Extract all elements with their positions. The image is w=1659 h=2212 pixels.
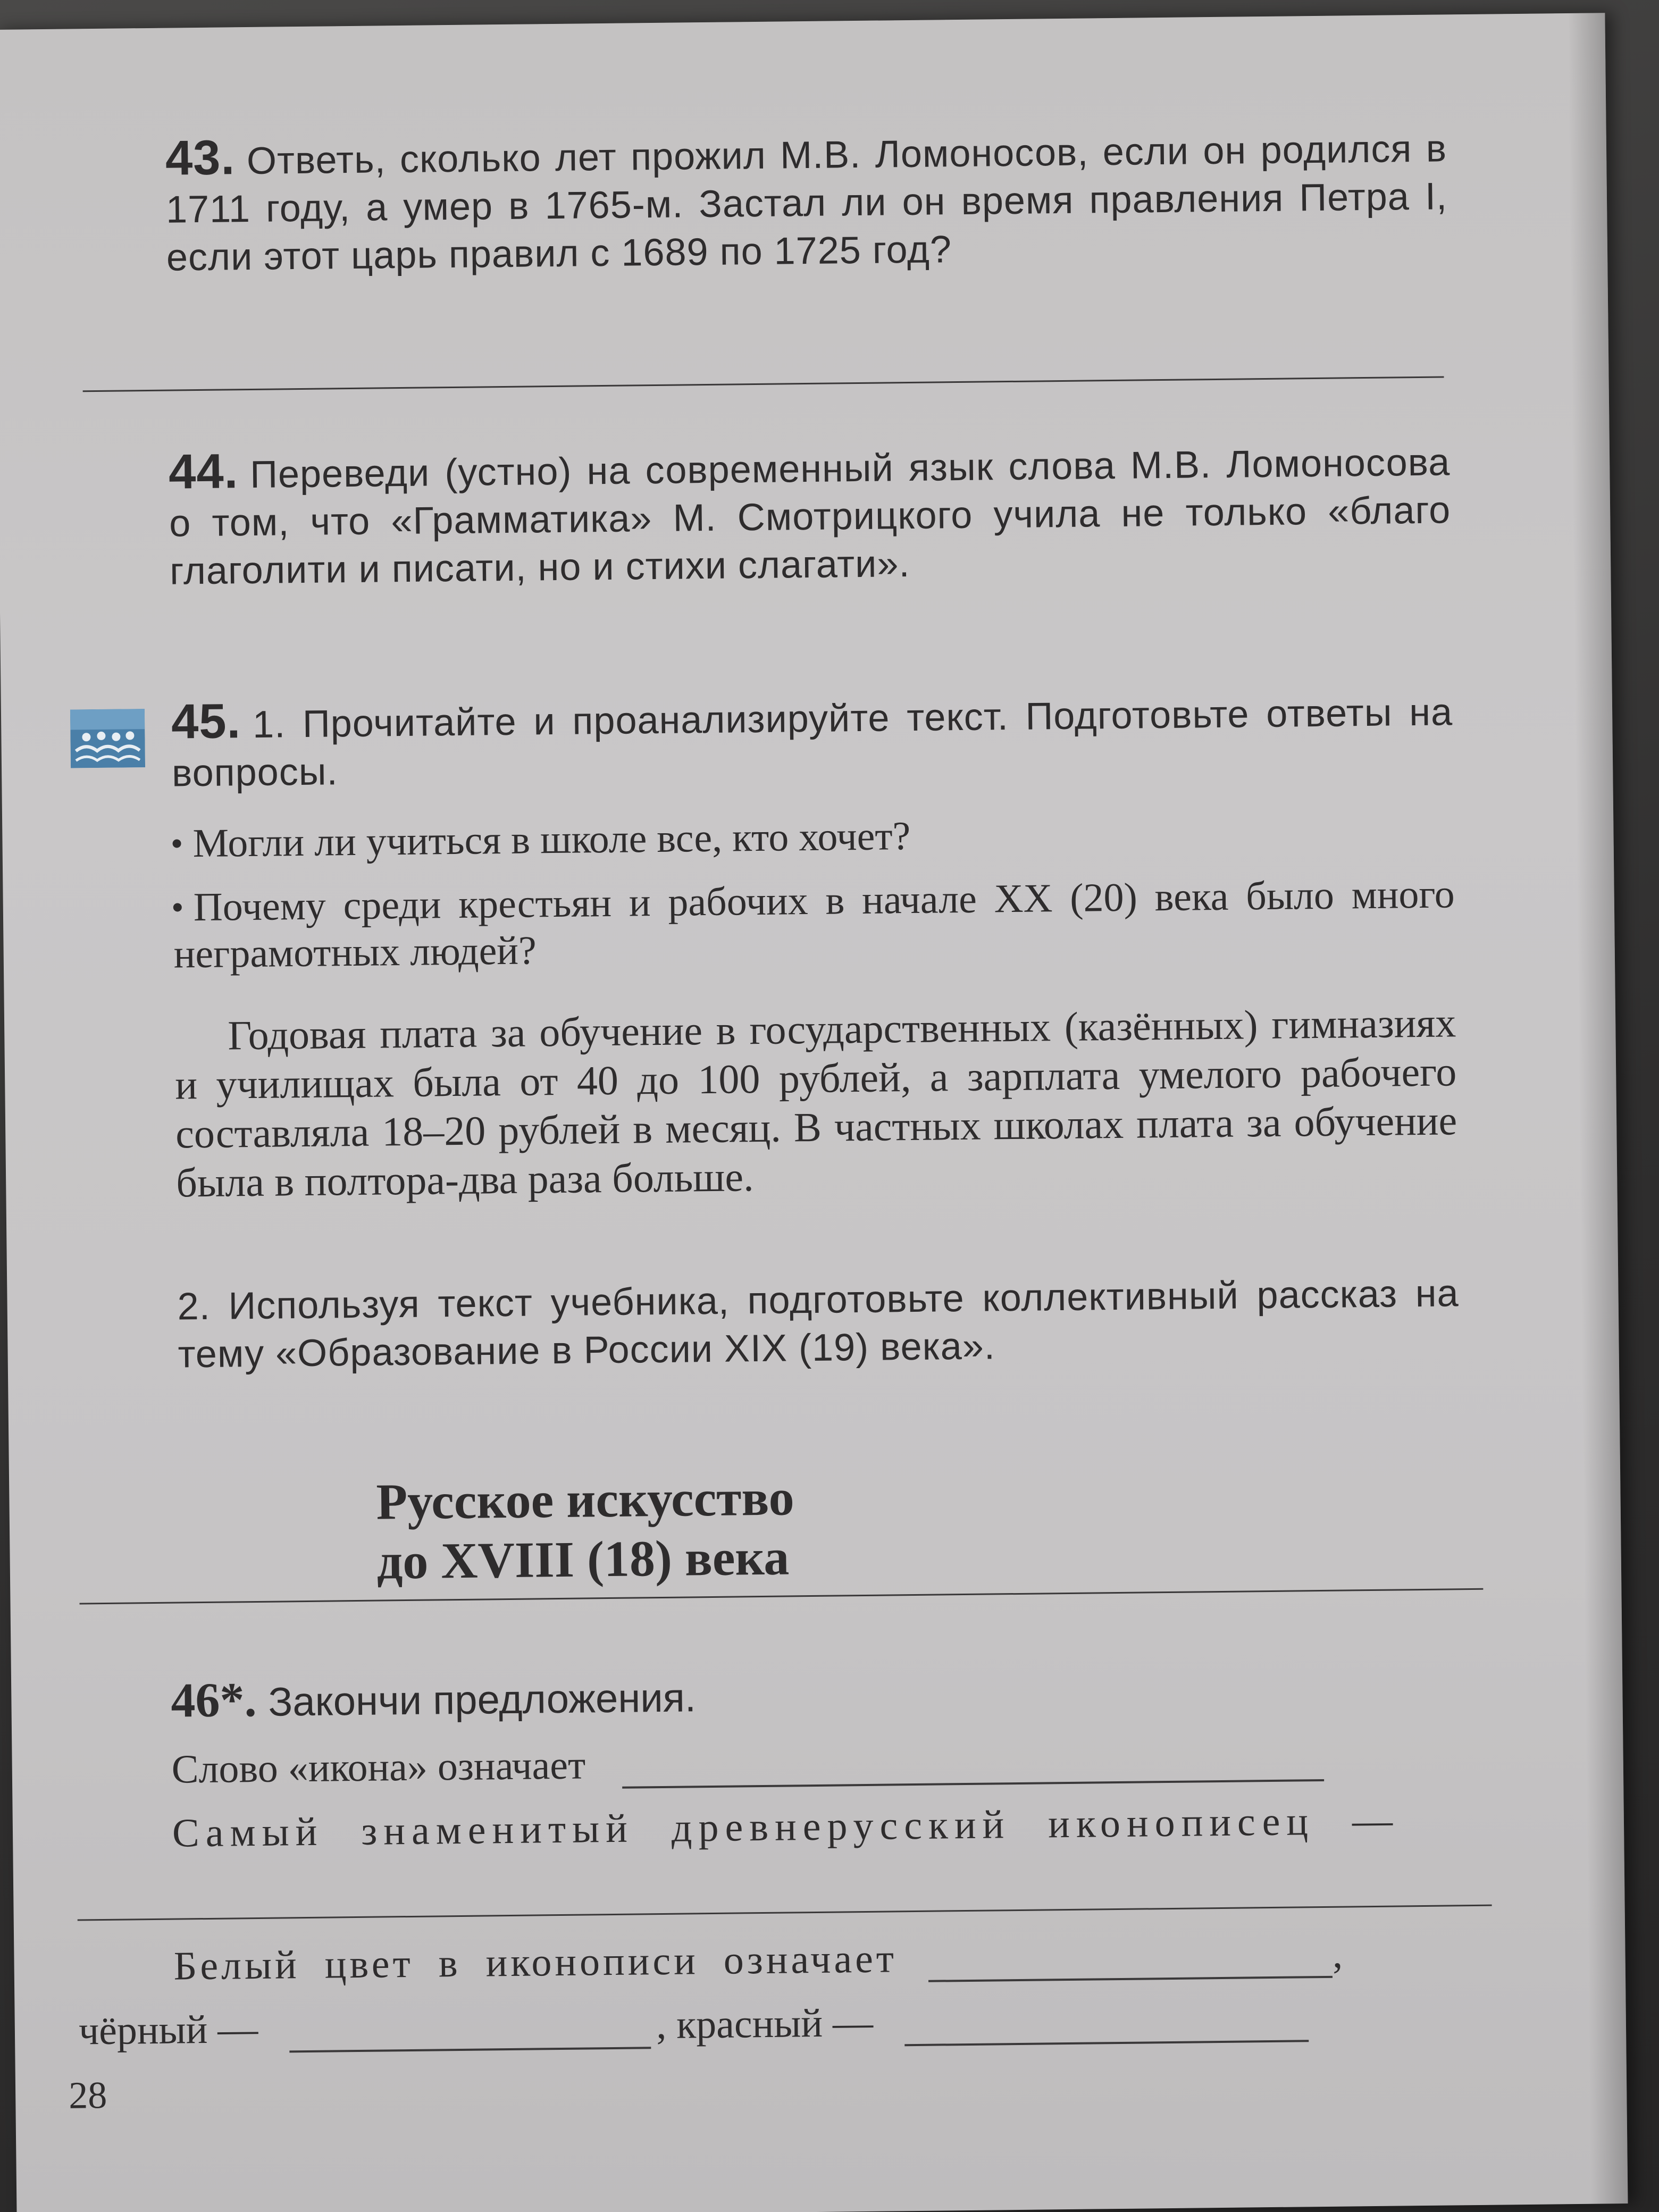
- sentence-3-comma: ,: [1332, 1931, 1343, 1976]
- task-46-header: [171, 1671, 696, 1727]
- task-45-part2: [177, 1269, 1460, 1378]
- task-46-instruction: Закончи предложения.: [268, 1675, 697, 1725]
- bullet-icon: [173, 903, 182, 911]
- section-title-line2: до XVIII (18) века: [376, 1528, 790, 1590]
- sentence-4-black: чёрный —: [78, 2006, 258, 2054]
- page-gutter-shadow: [1568, 13, 1628, 2204]
- bullet-icon: [172, 839, 181, 848]
- task-44: [169, 434, 1452, 595]
- sentence-3: [173, 1930, 1343, 1990]
- sentence-2: [172, 1796, 1481, 1857]
- question-1-text: Могли ли учиться в школе все, кто хочет?: [192, 814, 911, 866]
- section-title: [376, 1468, 795, 1591]
- textbook-page: [0, 13, 1628, 2212]
- page-number: 28: [68, 2073, 107, 2117]
- sentence-1: [171, 1733, 1324, 1794]
- section-divider: [80, 1588, 1484, 1605]
- task-44-text: Переведи (устно) на современный язык слова М.В. Ломоносова о том, что «Грамматика» М. Смотрицкого учила не только «благо глаголити и писати, но и стихи слагати».: [169, 441, 1451, 593]
- task-45-number: 45.: [171, 694, 241, 749]
- reading-passage: [174, 998, 1458, 1207]
- passage-text: Годовая плата за обучение в государственных (казённых) гимназиях и училищах была от 40 до 100 рублей, а зарплата умелого рабочего составляла 18–20 рублей в месяц. В частных школах плата за обучение была в полтора-два раза больше.: [174, 999, 1457, 1206]
- task-45-part2-text: 2. Используя текст учебника, подготовьте коллективный рассказ на тему «Образование в России XIX (19) века».: [177, 1272, 1459, 1376]
- sentence-4: [78, 1994, 1309, 2055]
- fill-in-blank-red[interactable]: [904, 2008, 1309, 2046]
- task-43-text: Ответь, сколько лет прожил М.В. Ломоносов, если он родился в 1711 году, а умер в 1765-м. Застал ли он время правления Петра I, если этот царь правил с 1689 по 1725 год?: [165, 127, 1448, 279]
- task-44-number: 44.: [168, 444, 239, 499]
- task-43: [165, 121, 1448, 281]
- question-2-text: Почему среди крестьян и рабочих в начале XX (20) века было много неграмотных людей?: [173, 872, 1455, 977]
- fill-in-blank-1[interactable]: [622, 1747, 1325, 1789]
- task-46-number: 46*.: [170, 1672, 257, 1728]
- task-45-part1: [171, 684, 1454, 797]
- sentence-1-text: Слово «икона» означает: [171, 1742, 586, 1792]
- question-bullet-1: [172, 807, 1454, 867]
- sentence-4-red: , красный —: [656, 2000, 874, 2048]
- fill-in-blank-3[interactable]: [928, 1944, 1333, 1982]
- task-45-part1-text: 1. Прочитайте и проанализируйте текст. Подготовьте ответы на вопросы.: [171, 691, 1453, 795]
- fill-in-blank-black[interactable]: [289, 2015, 651, 2052]
- answer-line-43[interactable]: [83, 376, 1444, 392]
- question-bullet-2: [173, 870, 1455, 977]
- sentence-2-text: Самый знаменитый древнерусский иконописец —: [172, 1798, 1400, 1856]
- sentence-3-text: Белый цвет в иконописи означает: [173, 1936, 898, 1989]
- fill-in-blank-2[interactable]: [78, 1905, 1492, 1921]
- task-43-number: 43.: [165, 130, 236, 186]
- group-discussion-icon: [70, 709, 145, 768]
- section-title-line1: Русское искусство: [375, 1469, 795, 1530]
